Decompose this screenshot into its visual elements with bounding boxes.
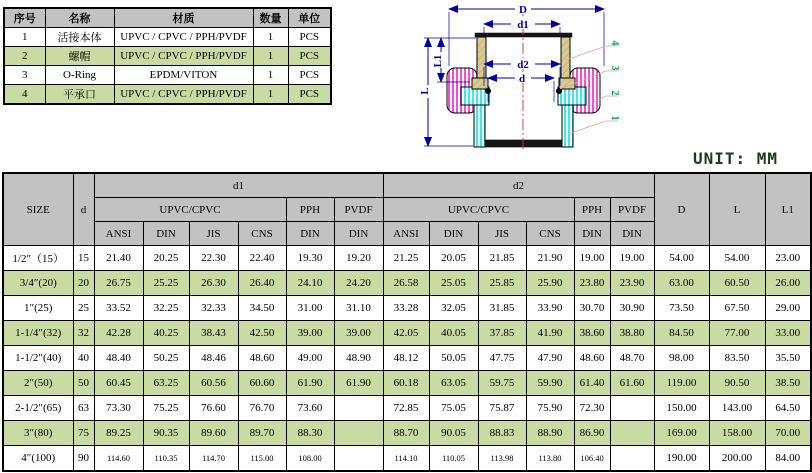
value-cell [334, 421, 383, 446]
value-cell: 20.25 [143, 246, 189, 271]
table-row [4, 66, 331, 85]
group-header-pph-d2: PPH [574, 198, 610, 222]
value-cell: 40.05 [429, 321, 478, 346]
value-cell: 48.90 [334, 346, 383, 371]
union-cross-section-drawing [413, 2, 625, 154]
value-cell: 24.20 [334, 271, 383, 296]
table-row [3, 396, 811, 421]
col-header-unit: 单位 [288, 8, 331, 28]
value-cell: 84.50 [654, 321, 709, 346]
value-cell: 70.00 [765, 421, 811, 446]
col-header-cns-d2: CNS [526, 222, 574, 246]
value-cell: 19.00 [610, 246, 654, 271]
value-cell: 26.40 [238, 271, 286, 296]
value-cell: 33.28 [383, 296, 429, 321]
value-cell: 150.00 [654, 396, 709, 421]
value-cell: 40.25 [143, 321, 189, 346]
size-cell: 2-1/2″(65) [3, 396, 73, 421]
value-cell: 37.85 [478, 321, 526, 346]
d-cell: 50 [73, 371, 94, 396]
value-cell: 60.60 [238, 371, 286, 396]
value-cell: 38.60 [574, 321, 610, 346]
value-cell: 59.75 [478, 371, 526, 396]
value-cell: 31.00 [286, 296, 334, 321]
size-cell: 3/4″(20) [3, 271, 73, 296]
value-cell: 38.43 [189, 321, 238, 346]
size-cell: 1″(25) [3, 296, 73, 321]
dim-L1-label: L1 [432, 54, 444, 68]
value-cell: 158.00 [709, 421, 765, 446]
value-cell: 48.70 [610, 346, 654, 371]
col-header-ansi-d1: ANSI [94, 222, 143, 246]
value-cell: 33.52 [94, 296, 143, 321]
value-cell: 30.90 [610, 296, 654, 321]
dim-d1-label: d1 [517, 19, 529, 31]
size-cell: 1-1/2″(40) [3, 346, 73, 371]
value-cell: 22.40 [238, 246, 286, 271]
value-cell: 86.90 [574, 421, 610, 446]
table-row [3, 421, 811, 446]
dimension-table [2, 172, 812, 472]
value-cell: 114.60 [94, 446, 143, 472]
value-cell: 33.90 [526, 296, 574, 321]
value-cell: 26.75 [94, 271, 143, 296]
part-qty-cell: 1 [253, 85, 288, 105]
dim-L-label: L [419, 87, 431, 95]
value-cell: 77.00 [709, 321, 765, 346]
value-cell: 61.60 [610, 371, 654, 396]
value-cell: 20.05 [429, 246, 478, 271]
value-cell: 106.40 [574, 446, 610, 472]
callout-3: 3 [609, 65, 620, 71]
value-cell: 83.50 [709, 346, 765, 371]
value-cell: 59.90 [526, 371, 574, 396]
group-header-pvdf-d1: PVDF [334, 198, 383, 222]
group-header-upvc-cpvc-d1: UPVC/CPVC [94, 198, 286, 222]
col-header-size: SIZE [3, 173, 73, 246]
group-header-d2: d2 [383, 173, 654, 198]
value-cell: 39.00 [286, 321, 334, 346]
value-cell: 108.00 [286, 446, 334, 472]
value-cell: 67.50 [709, 296, 765, 321]
value-cell: 61.90 [286, 371, 334, 396]
value-cell: 88.90 [526, 421, 574, 446]
value-cell: 32.33 [189, 296, 238, 321]
value-cell: 73.60 [286, 396, 334, 421]
value-cell: 75.90 [526, 396, 574, 421]
parts-table-body [4, 28, 331, 105]
size-cell: 1-1/4″(32) [3, 321, 73, 346]
size-cell: 2″(50) [3, 371, 73, 396]
dimension-table-body [3, 246, 811, 472]
part-qty-cell: 1 [253, 66, 288, 85]
table-row [4, 28, 331, 47]
d-cell: 25 [73, 296, 94, 321]
col-header-din-d1: DIN [143, 222, 189, 246]
value-cell [334, 446, 383, 472]
value-cell: 29.00 [765, 296, 811, 321]
value-cell: 19.00 [574, 246, 610, 271]
col-header-ansi-d2: ANSI [383, 222, 429, 246]
value-cell: 84.00 [765, 446, 811, 472]
group-header-d1: d1 [94, 173, 383, 198]
o-ring-section [485, 88, 562, 94]
table-row [3, 246, 811, 271]
value-cell [610, 446, 654, 472]
col-header-name: 名称 [45, 8, 114, 28]
size-cell: 1/2″（15） [3, 246, 73, 271]
value-cell: 23.00 [765, 246, 811, 271]
value-cell: 48.40 [94, 346, 143, 371]
callout-4: 4 [609, 40, 620, 46]
value-cell: 31.85 [478, 296, 526, 321]
value-cell: 88.30 [286, 421, 334, 446]
value-cell: 115.00 [238, 446, 286, 472]
col-header-material: 材质 [114, 8, 253, 28]
value-cell: 76.70 [238, 396, 286, 421]
value-cell: 110.05 [429, 446, 478, 472]
value-cell: 23.80 [574, 271, 610, 296]
d-cell: 20 [73, 271, 94, 296]
value-cell: 54.00 [709, 246, 765, 271]
value-cell: 34.50 [238, 296, 286, 321]
value-cell: 73.30 [94, 396, 143, 421]
part-name-cell: O-Ring [45, 66, 114, 85]
value-cell: 88.83 [478, 421, 526, 446]
group-header-upvc-cpvc-d2: UPVC/CPVC [383, 198, 574, 222]
size-cell: 3″(80) [3, 421, 73, 446]
value-cell: 19.20 [334, 246, 383, 271]
group-header-pvdf-d2: PVDF [610, 198, 654, 222]
value-cell: 30.70 [574, 296, 610, 321]
value-cell: 48.12 [383, 346, 429, 371]
col-header-pvdf-din-d1: DIN [334, 222, 383, 246]
value-cell: 89.25 [94, 421, 143, 446]
value-cell: 64.50 [765, 396, 811, 421]
value-cell: 26.58 [383, 271, 429, 296]
value-cell: 25.25 [143, 271, 189, 296]
value-cell: 21.85 [478, 246, 526, 271]
part-unit-cell: PCS [288, 85, 331, 105]
value-cell: 41.90 [526, 321, 574, 346]
value-cell: 24.10 [286, 271, 334, 296]
table-row [3, 346, 811, 371]
part-qty-cell: 1 [253, 47, 288, 66]
d-cell: 90 [73, 446, 94, 472]
value-cell: 89.60 [189, 421, 238, 446]
value-cell: 49.00 [286, 346, 334, 371]
value-cell: 63.00 [654, 271, 709, 296]
value-cell: 35.50 [765, 346, 811, 371]
value-cell: 25.05 [429, 271, 478, 296]
parts-header-row [4, 8, 331, 28]
value-cell: 60.45 [94, 371, 143, 396]
col-header-D: D [654, 173, 709, 246]
part-qty-cell: 1 [253, 28, 288, 47]
d-cell: 32 [73, 321, 94, 346]
part-unit-cell: PCS [288, 66, 331, 85]
value-cell: 113.98 [478, 446, 526, 472]
value-cell: 72.30 [574, 396, 610, 421]
value-cell: 75.25 [143, 396, 189, 421]
part-material-cell: UPVC / CPVC / PPH/PVDF [114, 28, 253, 47]
col-header-pph-din-d1: DIN [286, 222, 334, 246]
value-cell: 89.70 [238, 421, 286, 446]
dim-d2-label: d2 [517, 59, 529, 71]
value-cell: 63.05 [429, 371, 478, 396]
value-cell: 22.30 [189, 246, 238, 271]
value-cell: 110.35 [143, 446, 189, 472]
value-cell: 169.00 [654, 421, 709, 446]
value-cell: 50.25 [143, 346, 189, 371]
value-cell [334, 396, 383, 421]
part-unit-cell: PCS [288, 28, 331, 47]
value-cell: 48.60 [238, 346, 286, 371]
value-cell: 50.05 [429, 346, 478, 371]
callout-2: 2 [609, 90, 620, 96]
value-cell: 39.00 [334, 321, 383, 346]
value-cell: 26.30 [189, 271, 238, 296]
value-cell: 32.25 [143, 296, 189, 321]
value-cell: 19.30 [286, 246, 334, 271]
col-header-L1: L1 [765, 173, 811, 246]
parts-table [3, 7, 332, 105]
group-header-pph-d1: PPH [286, 198, 334, 222]
value-cell: 61.40 [574, 371, 610, 396]
value-cell: 88.70 [383, 421, 429, 446]
col-header-cns-d1: CNS [238, 222, 286, 246]
d-cell: 15 [73, 246, 94, 271]
value-cell: 54.00 [654, 246, 709, 271]
value-cell: 73.50 [654, 296, 709, 321]
value-cell: 72.85 [383, 396, 429, 421]
value-cell: 75.87 [478, 396, 526, 421]
table-row [3, 371, 811, 396]
value-cell: 38.50 [765, 371, 811, 396]
value-cell: 119.00 [654, 371, 709, 396]
d-cell: 75 [73, 421, 94, 446]
value-cell: 75.05 [429, 396, 478, 421]
part-name-cell: 螺帽 [45, 47, 114, 66]
unit-label: UNIT: MM [693, 149, 779, 168]
value-cell: 76.60 [189, 396, 238, 421]
value-cell: 98.00 [654, 346, 709, 371]
part-index-cell: 1 [4, 28, 45, 47]
value-cell: 90.05 [429, 421, 478, 446]
value-cell: 23.90 [610, 271, 654, 296]
part-index-cell: 3 [4, 66, 45, 85]
value-cell: 114.10 [383, 446, 429, 472]
size-cell: 4″(100) [3, 446, 73, 472]
col-header-d: d [73, 173, 94, 246]
value-cell: 25.90 [526, 271, 574, 296]
value-cell: 21.40 [94, 246, 143, 271]
d-cell: 40 [73, 346, 94, 371]
col-header-jis-d1: JIS [189, 222, 238, 246]
table-row [3, 446, 811, 472]
col-header-pph-din-d2: DIN [574, 222, 610, 246]
col-header-L: L [709, 173, 765, 246]
value-cell: 114.70 [189, 446, 238, 472]
value-cell: 48.60 [574, 346, 610, 371]
value-cell: 90.50 [709, 371, 765, 396]
part-index-cell: 4 [4, 85, 45, 105]
value-cell: 48.46 [189, 346, 238, 371]
part-unit-cell: PCS [288, 47, 331, 66]
value-cell: 90.35 [143, 421, 189, 446]
value-cell: 32.05 [429, 296, 478, 321]
value-cell: 38.80 [610, 321, 654, 346]
value-cell: 21.25 [383, 246, 429, 271]
value-cell: 60.18 [383, 371, 429, 396]
part-material-cell: UPVC / CPVC / PPH/PVDF [114, 85, 253, 105]
value-cell: 60.56 [189, 371, 238, 396]
value-cell: 47.90 [526, 346, 574, 371]
value-cell: 113.80 [526, 446, 574, 472]
dim-D-label: D [519, 4, 527, 16]
value-cell: 26.00 [765, 271, 811, 296]
part-name-cell: 活接本体 [45, 28, 114, 47]
value-cell: 47.75 [478, 346, 526, 371]
value-cell: 200.00 [709, 446, 765, 472]
part-material-cell: EPDM/VITON [114, 66, 253, 85]
col-header-qty: 数量 [253, 8, 288, 28]
body-section [461, 87, 586, 147]
d-cell: 63 [73, 396, 94, 421]
table-row [3, 296, 811, 321]
value-cell [610, 396, 654, 421]
value-cell: 42.50 [238, 321, 286, 346]
value-cell: 63.25 [143, 371, 189, 396]
part-name-cell: 平承口 [45, 85, 114, 105]
dim-header-row-1 [3, 173, 811, 198]
table-row [3, 321, 811, 346]
value-cell: 21.90 [526, 246, 574, 271]
value-cell: 61.90 [334, 371, 383, 396]
table-row [3, 271, 811, 296]
value-cell [610, 421, 654, 446]
dim-d-label: d [518, 73, 526, 85]
value-cell: 42.28 [94, 321, 143, 346]
table-row [4, 85, 331, 105]
part-material-cell: UPVC / CPVC / PPH/PVDF [114, 47, 253, 66]
table-row [4, 47, 331, 66]
value-cell: 42.05 [383, 321, 429, 346]
col-header-pvdf-din-d2: DIN [610, 222, 654, 246]
col-header-index: 序号 [4, 8, 45, 28]
value-cell: 33.00 [765, 321, 811, 346]
col-header-din-d2: DIN [429, 222, 478, 246]
col-header-jis-d2: JIS [478, 222, 526, 246]
part-index-cell: 2 [4, 47, 45, 66]
value-cell: 31.10 [334, 296, 383, 321]
value-cell: 60.50 [709, 271, 765, 296]
callout-1: 1 [609, 115, 620, 121]
value-cell: 25.85 [478, 271, 526, 296]
value-cell: 143.00 [709, 396, 765, 421]
value-cell: 190.00 [654, 446, 709, 472]
